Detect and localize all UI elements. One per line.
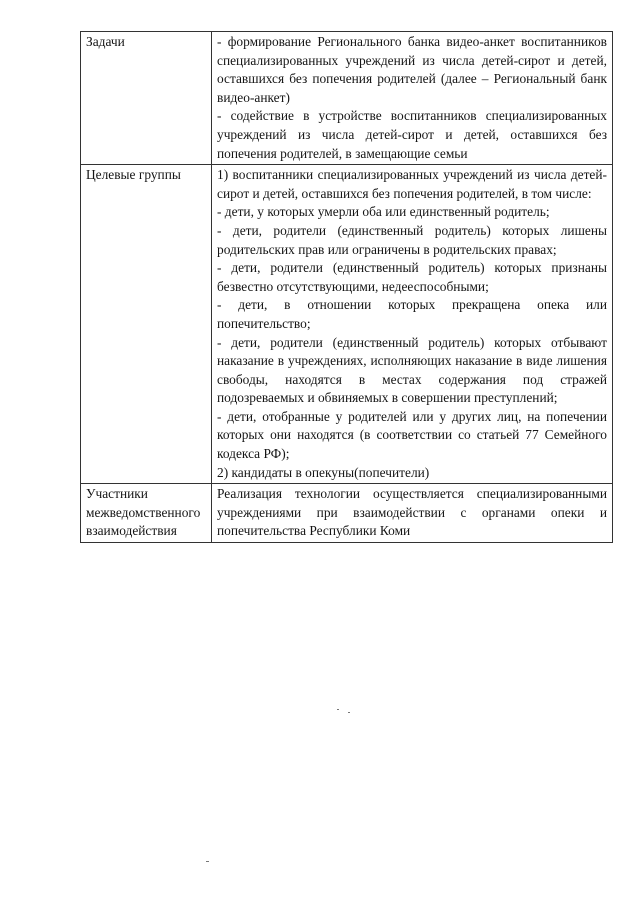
row-content-participants — [212, 484, 613, 543]
table-row-target-groups — [81, 165, 613, 484]
scan-speck — [348, 712, 350, 713]
paragraph: - дети, родители (единственный родитель) которых отбывают наказание в учреждениях, исполняющих наказание в виде лишения свободы, находятся в местах содержания под стражей подозреваемых и обвиняемых в совершении преступлений; — [217, 334, 607, 406]
paragraph: - содействие в устройстве воспитанников специализированных учреждений из числа детей-сирот и детей, оставшихся без попечения родителей, в замещающие семьи — [217, 108, 607, 161]
paragraph: - формирование Регионального банка видео-анкет воспитанников специализированных учреждений из числа детей-сирот и детей, оставшихся без попечения родителей (далее – Региональный банк видео-анкет) — [217, 34, 607, 105]
info-table — [80, 31, 613, 543]
row-label-tasks: Задачи — [81, 32, 212, 165]
table-row-participants — [81, 484, 613, 543]
paragraph: - дети, отобранные у родителей или у других лиц, на попечении которых они находятся (в соответствии со статьей 77 Семейного кодекса РФ); — [217, 408, 607, 462]
paragraph: - дети, родители (единственный родитель) которых признаны безвестно отсутствующими, недееспособными; — [217, 260, 607, 294]
paragraph: Реализация технологии осуществляется специализированными учреждениями при взаимодействии с органами опеки и попечительства Республики Коми — [217, 486, 607, 539]
table-row-tasks — [81, 32, 613, 165]
paragraph: - дети, у которых умерли оба или единственный родитель; — [217, 204, 550, 220]
paragraph: - дети, родители (единственный родитель) которых лишены родительских прав или ограничены в родительских правах; — [217, 222, 607, 257]
row-label-target-groups: Целевые группы — [81, 165, 212, 484]
row-label-participants: Участники межведомственного взаимодействия — [81, 484, 212, 543]
paragraph: 1) воспитанники специализированных учреждений из числа детей-сирот и детей, оставшихся без попечения родителей, в том числе: — [217, 167, 607, 201]
paragraph: - дети, в отношении которых прекращена опека или попечительство; — [217, 297, 607, 331]
row-content-tasks — [212, 32, 613, 165]
row-content-target-groups — [212, 165, 613, 484]
scan-speck — [337, 709, 339, 710]
scan-speck — [206, 861, 209, 862]
paragraph: 2) кандидаты в опекуны(попечители) — [217, 464, 430, 480]
